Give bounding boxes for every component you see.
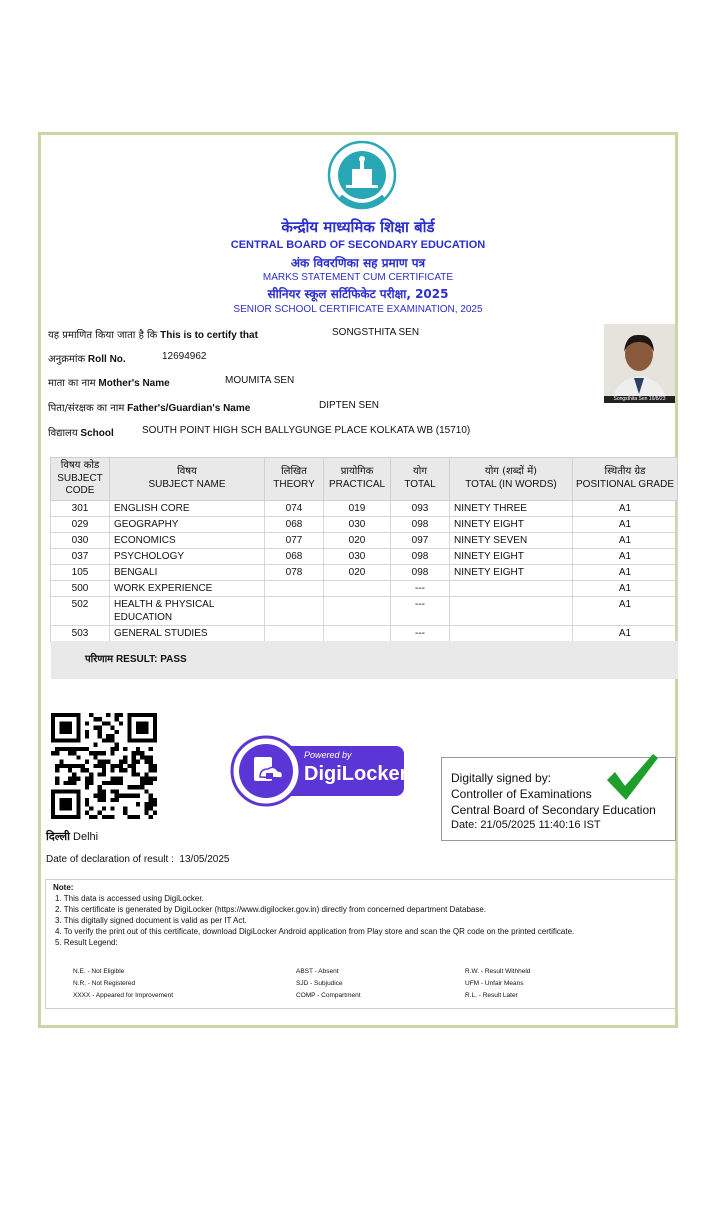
signature-line-1: Digitally signed by: <box>451 771 552 785</box>
cell-words: NINETY EIGHT <box>450 516 573 532</box>
cell-name: ENGLISH CORE <box>110 500 265 516</box>
cell-grade: A1 <box>573 580 678 596</box>
cell-practical: 020 <box>324 564 391 580</box>
notes-box <box>45 879 678 1009</box>
marks-certificate <box>38 132 678 1028</box>
cell-theory: 068 <box>265 516 324 532</box>
roll-label: अनुक्रमांक Roll No. <box>48 354 126 365</box>
certify-row: यह प्रमाणित किया जाता है कि This is to certify that <box>48 330 258 341</box>
place: दिल्ली Delhi <box>46 830 99 843</box>
legend-item: XXXX - Appeared for Improvement <box>73 992 174 999</box>
cell-practical: 030 <box>324 516 391 532</box>
cell-name: PSYCHOLOGY <box>110 548 265 564</box>
cell-total: 098 <box>391 516 450 532</box>
note-item: 3. This digitally signed document is valid as per IT Act. <box>55 916 247 925</box>
note-item: 5. Result Legend: <box>55 938 118 947</box>
result-box <box>51 641 678 679</box>
candidate-photo <box>604 324 675 403</box>
cell-theory <box>265 580 324 596</box>
cell-words <box>450 596 573 625</box>
cell-code: 503 <box>51 625 110 641</box>
legend-item: SJD - Subjudice <box>296 980 343 987</box>
digital-signature-box <box>441 757 676 841</box>
cell-grade: A1 <box>573 532 678 548</box>
school-label: विद्यालय School <box>48 428 114 439</box>
cell-total: --- <box>391 596 450 625</box>
declaration-date: Date of declaration of result : 13/05/2025 <box>46 854 230 865</box>
table-row <box>51 596 678 625</box>
table-row <box>51 516 678 532</box>
legend-item: N.R. - Not Registered <box>73 980 136 987</box>
exam-title-english: SENIOR SCHOOL CERTIFICATE EXAMINATION, 2025 <box>233 304 483 315</box>
cell-grade: A1 <box>573 625 678 641</box>
father-name: DIPTEN SEN <box>319 400 380 411</box>
cell-total: --- <box>391 580 450 596</box>
powered-by-text: Powered by <box>304 750 352 760</box>
check-mark-icon <box>605 752 659 802</box>
cell-code: 105 <box>51 564 110 580</box>
cell-name: GEOGRAPHY <box>110 516 265 532</box>
cell-practical <box>324 596 391 625</box>
cell-words <box>450 580 573 596</box>
cell-theory: 068 <box>265 548 324 564</box>
cell-theory: 077 <box>265 532 324 548</box>
legend-item: ABST - Absent <box>296 968 339 975</box>
cell-total: --- <box>391 625 450 641</box>
cell-name: ECONOMICS <box>110 532 265 548</box>
mother-name: MOUMITA SEN <box>225 375 295 386</box>
cell-name: GENERAL STUDIES <box>110 625 265 641</box>
table-row <box>51 548 678 564</box>
table-row <box>51 532 678 548</box>
marks-table <box>50 457 678 642</box>
th-total: योग TOTAL <box>391 458 450 501</box>
cbse-logo <box>326 139 398 217</box>
cell-name: WORK EXPERIENCE <box>110 580 265 596</box>
cell-words: NINETY EIGHT <box>450 564 573 580</box>
cell-name: HEALTH & PHYSICAL EDUCATION <box>110 596 265 625</box>
digilocker-text: DigiLocker <box>304 763 408 785</box>
cell-total: 098 <box>391 564 450 580</box>
cell-grade: A1 <box>573 548 678 564</box>
legend-item: N.E. - Not Eligible <box>73 968 125 975</box>
note-title: Note: <box>53 883 74 892</box>
roll-number: 12694962 <box>162 351 207 362</box>
cell-theory <box>265 596 324 625</box>
th-subject-name: विषय SUBJECT NAME <box>110 458 265 501</box>
student-portrait-icon <box>604 324 675 403</box>
cell-code: 029 <box>51 516 110 532</box>
qr-code[interactable] <box>51 713 157 819</box>
signature-line-4: Date: 21/05/2025 11:40:16 IST <box>451 819 601 831</box>
cell-theory: 074 <box>265 500 324 516</box>
cell-total: 093 <box>391 500 450 516</box>
table-row <box>51 580 678 596</box>
table-row <box>51 625 678 641</box>
table-row <box>51 500 678 516</box>
legend-item: R.W. - Result Withheld <box>465 968 531 975</box>
cell-words: NINETY EIGHT <box>450 548 573 564</box>
cell-total: 097 <box>391 532 450 548</box>
cell-grade: A1 <box>573 596 678 625</box>
table-row <box>51 564 678 580</box>
cell-name: BENGALI <box>110 564 265 580</box>
th-total-words: योग (शब्दों में) TOTAL (IN WORDS) <box>450 458 573 501</box>
cell-words <box>450 625 573 641</box>
cell-practical <box>324 580 391 596</box>
cell-practical <box>324 625 391 641</box>
statement-title-english: MARKS STATEMENT CUM CERTIFICATE <box>262 272 454 283</box>
board-name-english: CENTRAL BOARD OF SECONDARY EDUCATION <box>230 239 486 251</box>
statement-title-hindi: अंक विवरणिका सह प्रमाण पत्र <box>290 256 426 270</box>
cell-practical: 020 <box>324 532 391 548</box>
cell-code: 301 <box>51 500 110 516</box>
note-list <box>52 893 672 948</box>
th-positional-grade: स्थितीय ग्रेड POSITIONAL GRADE <box>573 458 678 501</box>
digilocker-logo <box>230 735 406 807</box>
note-item: 2. This certificate is generated by DigiLocker (https://www.digilocker.gov.in) directly from concerned department Database. <box>55 905 487 914</box>
cell-grade: A1 <box>573 500 678 516</box>
cell-theory <box>265 625 324 641</box>
board-name-hindi: केन्द्रीय माध्यमिक शिक्षा बोर्ड <box>281 218 435 236</box>
father-label: पिता/संरक्षक का नाम Father's/Guardian's Name <box>48 403 251 414</box>
signature-line-3: Central Board of Secondary Education <box>451 803 656 817</box>
cell-code: 502 <box>51 596 110 625</box>
photo-caption: Songsthita Sen 16/8/23 <box>604 396 675 403</box>
th-theory: लिखित THEORY <box>265 458 324 501</box>
legend-item: UFM - Unfair Means <box>465 980 524 987</box>
school-name: SOUTH POINT HIGH SCH BALLYGUNGE PLACE KOLKATA WB (15710) <box>142 425 471 436</box>
cell-code: 500 <box>51 580 110 596</box>
cell-code: 037 <box>51 548 110 564</box>
cell-words: NINETY SEVEN <box>450 532 573 548</box>
result-text: परिणाम RESULT: PASS <box>85 654 187 665</box>
cell-practical: 030 <box>324 548 391 564</box>
cell-practical: 019 <box>324 500 391 516</box>
cell-grade: A1 <box>573 564 678 580</box>
cell-grade: A1 <box>573 516 678 532</box>
legend-item: COMP - Compartment <box>296 992 361 999</box>
candidate-name: SONGSTHITA SEN <box>332 327 420 338</box>
cell-code: 030 <box>51 532 110 548</box>
mother-label: माता का नाम Mother's Name <box>48 378 170 389</box>
note-item: 4. To verify the print out of this certificate, download DigiLocker Android application from Play store and scan the QR code on the printed certificate. <box>55 927 575 936</box>
th-practical: प्रायोगिक PRACTICAL <box>324 458 391 501</box>
cell-words: NINETY THREE <box>450 500 573 516</box>
legend-item: R.L. - Result Later <box>465 992 518 999</box>
th-subject-code: विषय कोड SUBJECT CODE <box>51 458 110 501</box>
note-item: 1. This data is accessed using DigiLocker. <box>55 894 204 903</box>
signature-line-2: Controller of Examinations <box>451 787 592 801</box>
cell-total: 098 <box>391 548 450 564</box>
cell-theory: 078 <box>265 564 324 580</box>
exam-title-hindi: सीनियर स्कूल सर्टिफिकेट परीक्षा, 2025 <box>267 287 449 301</box>
